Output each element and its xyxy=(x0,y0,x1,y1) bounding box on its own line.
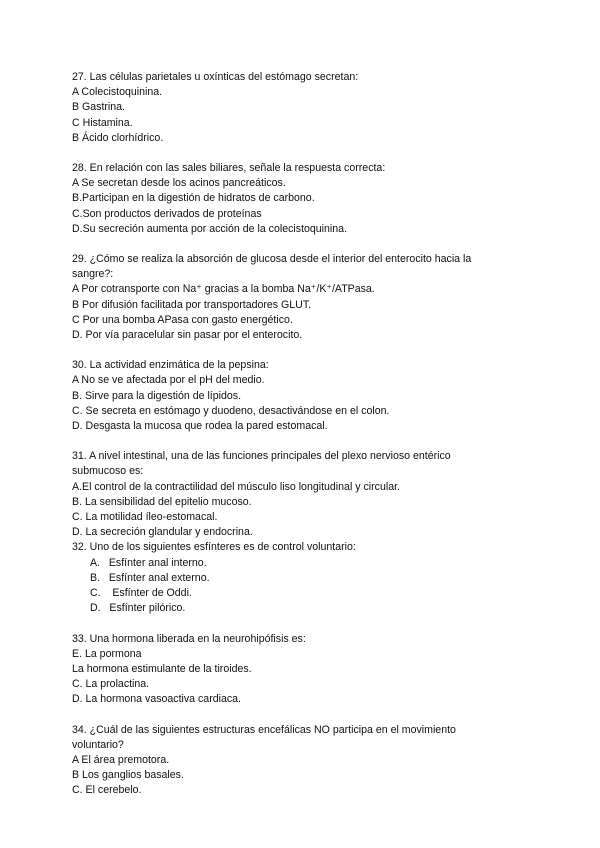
question-stem: 32. Uno de los siguientes esfínteres es de control voluntario: xyxy=(72,541,356,554)
answer-option: A Se secretan desde los acinos pancreáticos. xyxy=(72,177,286,190)
question-stem: 28. En relación con las sales biliares, señale la respuesta correcta: xyxy=(72,162,386,175)
answer-option: A El área premotora. xyxy=(72,753,170,766)
indented-options xyxy=(72,556,532,617)
answer-option: D. La hormona vasoactiva cardiaca. xyxy=(72,693,241,706)
answer-option: B Los ganglios basales. xyxy=(72,769,184,782)
answer-option: C.Son productos derivados de proteínas xyxy=(72,207,262,220)
question-28 xyxy=(72,161,532,237)
question-27 xyxy=(72,70,532,146)
question-stem-continued: sangre?: xyxy=(72,268,114,281)
question-29 xyxy=(72,252,532,343)
answer-option: A. Esfínter anal interno. xyxy=(90,556,207,569)
exam-page xyxy=(72,70,532,799)
answer-option: B. Sirve para la digestión de lípidos. xyxy=(72,389,242,402)
question-stem: 29. ¿Cómo se realiza la absorción de glucosa desde el interior del enterocito hacia la xyxy=(72,253,472,266)
answer-option: C. El cerebelo. xyxy=(72,784,142,797)
answer-option: B Por difusión facilitada por transportadores GLUT. xyxy=(72,298,312,311)
answer-option: B.Participan en la digestión de hidratos de carbono. xyxy=(72,192,315,205)
answer-option: C. Se secreta en estómago y duodeno, desactivándose en el colon. xyxy=(72,404,390,417)
answer-option: B. La sensibilidad del epitelio mucoso. xyxy=(72,495,252,508)
answer-option: E. La pormona xyxy=(72,647,142,660)
answer-option: B Gastrina. xyxy=(72,101,125,114)
answer-option: A Colecistoquinina. xyxy=(72,86,163,99)
answer-option: C. La motilidad íleo-estomacal. xyxy=(72,511,218,524)
question-32 xyxy=(72,540,532,616)
answer-option: D. Esfínter pilórico. xyxy=(90,602,186,615)
answer-option: D. La secreción glandular y endocrina. xyxy=(72,526,253,539)
question-stem: 30. La actividad enzimática de la pepsina: xyxy=(72,359,269,372)
question-34 xyxy=(72,723,532,799)
answer-option: C Por una bomba APasa con gasto energético. xyxy=(72,313,293,326)
answer-option: D.Su secreción aumenta por acción de la colecistoquinina. xyxy=(72,222,348,235)
answer-option: A.El control de la contractilidad del músculo liso longitudinal y circular. xyxy=(72,480,400,493)
question-30 xyxy=(72,358,532,434)
answer-option: C Histamina. xyxy=(72,116,133,129)
answer-option: C. Esfínter de Oddi. xyxy=(90,587,192,600)
answer-option: B. Esfínter anal externo. xyxy=(90,571,210,584)
question-stem: 31. A nivel intestinal, una de las funciones principales del plexo nervioso entérico xyxy=(72,450,451,463)
question-stem-continued: voluntario? xyxy=(72,738,124,751)
question-33 xyxy=(72,632,532,708)
answer-option: D. Desgasta la mucosa que rodea la pared estomacal. xyxy=(72,420,328,433)
question-stem: 33. Una hormona liberada en la neurohipófisis es: xyxy=(72,632,306,645)
answer-option: C. La prolactina. xyxy=(72,678,150,691)
answer-option: B Ácido clorhídrico. xyxy=(72,131,164,144)
answer-option: La hormona estimulante de la tiroides. xyxy=(72,662,252,675)
answer-option: D. Por vía paracelular sin pasar por el enterocito. xyxy=(72,329,303,342)
question-stem-continued: submucoso es: xyxy=(72,465,144,478)
answer-option: A No se ve afectada por el pH del medio. xyxy=(72,374,265,387)
question-31 xyxy=(72,449,532,540)
question-stem: 34. ¿Cuál de las siguientes estructuras encefálicas NO participa en el movimiento xyxy=(72,723,456,736)
answer-option: A Por cotransporte con Na⁺ gracias a la bomba Na⁺/K⁺/ATPasa. xyxy=(72,283,375,296)
question-stem: 27. Las células parietales u oxínticas del estómago secretan: xyxy=(72,71,359,83)
